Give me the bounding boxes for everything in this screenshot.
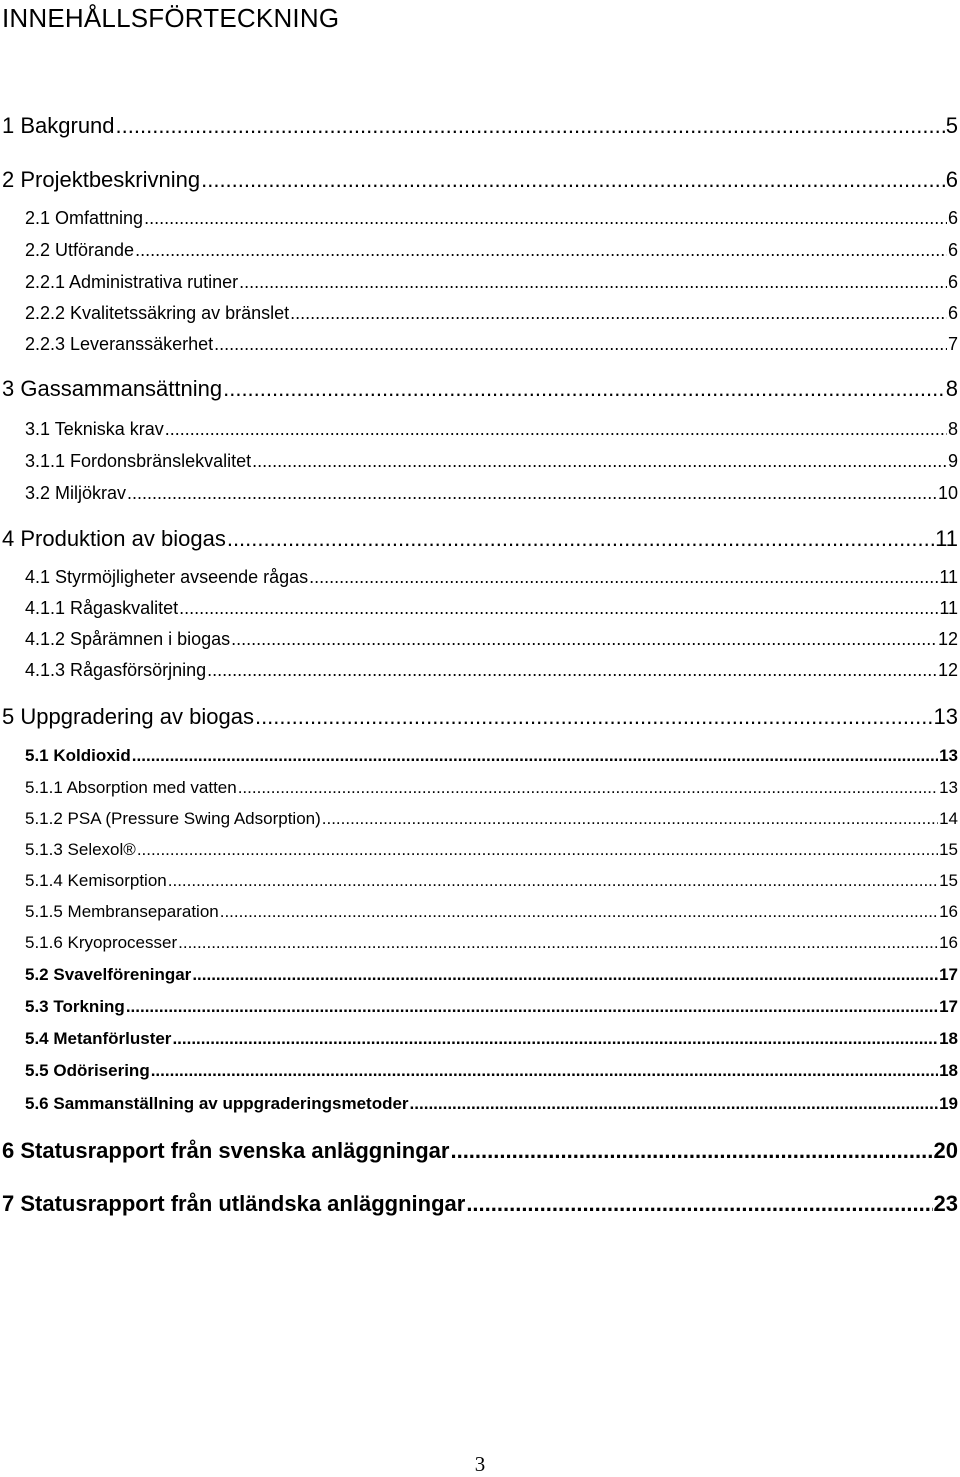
toc-entry-6-statusrapport-svenska[interactable]: 6 Statusrapport från svenska anläggningar ..... 20: [2, 1138, 958, 1164]
dot-leader: [135, 240, 947, 261]
dot-leader: [223, 376, 945, 402]
toc-entry-1-bakgrund[interactable]: 1 Bakgrund ..... 5: [2, 113, 958, 139]
dot-leader: [137, 840, 938, 860]
dot-leader: [239, 272, 947, 293]
toc-entry-4-1-styrmojligheter[interactable]: 4.1 Styrmöjligheter avseende rågas ..... 11: [25, 567, 958, 588]
toc-entry-3-1-tekniska-krav[interactable]: 3.1 Tekniska krav ..... 8: [25, 419, 958, 440]
toc-entry-5-1-3-selexol[interactable]: 5.1.3 Selexol® ..... 15: [25, 840, 958, 860]
dot-leader: [168, 871, 938, 891]
toc-entry-5-uppgradering-av-biogas[interactable]: 5 Uppgradering av biogas ..... 13: [2, 704, 958, 730]
dot-leader: [126, 997, 938, 1017]
toc-entry-4-1-2-sparamnen[interactable]: 4.1.2 Spårämnen i biogas ..... 12: [25, 629, 958, 650]
toc-entry-2-2-1-administrativa-rutiner[interactable]: 2.2.1 Administrativa rutiner ..... 6: [25, 272, 958, 293]
dot-leader: [116, 113, 945, 139]
dot-leader: [231, 629, 937, 650]
toc-entry-2-projektbeskrivning[interactable]: 2 Projektbeskrivning ..... 6: [2, 167, 958, 193]
dot-leader: [252, 451, 947, 472]
toc-entry-5-1-6-kryoprocesser[interactable]: 5.1.6 Kryoprocesser ..... 16: [25, 933, 958, 953]
toc-entry-5-1-5-membranseparation[interactable]: 5.1.5 Membranseparation ..... 16: [25, 902, 958, 922]
toc-entry-5-2-svavelforeningar[interactable]: 5.2 Svavelföreningar ..... 17: [25, 965, 958, 985]
dot-leader: [255, 704, 933, 730]
toc-entry-2-2-utforande[interactable]: 2.2 Utförande ..... 6: [25, 240, 958, 261]
dot-leader: [322, 809, 938, 829]
dot-leader: [207, 660, 937, 681]
dot-leader: [192, 965, 938, 985]
toc-entry-4-produktion-av-biogas[interactable]: 4 Produktion av biogas ..... 11: [2, 526, 958, 552]
dot-leader: [144, 208, 947, 229]
dot-leader: [410, 1094, 939, 1114]
dot-leader: [127, 483, 937, 504]
dot-leader: [309, 567, 938, 588]
toc-entry-5-1-koldioxid[interactable]: 5.1 Koldioxid ..... 13: [25, 746, 958, 766]
toc-entry-5-6-sammanstallning[interactable]: 5.6 Sammanställning av uppgraderingsmetoder ..... 19: [25, 1094, 958, 1114]
toc-entry-5-1-2-psa[interactable]: 5.1.2 PSA (Pressure Swing Adsorption) ..... 14: [25, 809, 958, 829]
toc-entry-5-3-torkning[interactable]: 5.3 Torkning ..... 17: [25, 997, 958, 1017]
dot-leader: [172, 1029, 938, 1049]
dot-leader: [179, 598, 938, 619]
toc-entry-5-5-odorisering[interactable]: 5.5 Odörisering ..... 18: [25, 1061, 958, 1081]
dot-leader: [214, 334, 947, 355]
toc-entry-4-1-3-ragasforsorjning[interactable]: 4.1.3 Rågasförsörjning ..... 12: [25, 660, 958, 681]
toc-entry-3-2-miljokrav[interactable]: 3.2 Miljökrav ..... 10: [25, 483, 958, 504]
dot-leader: [132, 746, 938, 766]
dot-leader: [466, 1191, 932, 1217]
toc-entry-2-2-2-kvalitetssakring[interactable]: 2.2.2 Kvalitetssäkring av bränslet ..... 6: [25, 303, 958, 324]
toc-entry-5-1-1-absorption[interactable]: 5.1.1 Absorption med vatten ..... 13: [25, 778, 958, 798]
toc-entry-7-statusrapport-utlandska[interactable]: 7 Statusrapport från utländska anläggningar ..... 23: [2, 1191, 958, 1217]
toc-heading: INNEHÅLLSFÖRTECKNING: [2, 3, 340, 33]
page-number: 3: [474, 1452, 486, 1476]
toc-entry-2-1-omfattning[interactable]: 2.1 Omfattning ..... 6: [25, 208, 958, 229]
dot-leader: [220, 902, 938, 922]
dot-leader: [165, 419, 947, 440]
toc-entry-5-4-metanforluster[interactable]: 5.4 Metanförluster ..... 18: [25, 1029, 958, 1049]
dot-leader: [290, 303, 947, 324]
toc-entry-4-1-1-ragaskvalitet[interactable]: 4.1.1 Rågaskvalitet ..... 11: [25, 598, 958, 619]
toc-entry-2-2-3-leveranssakerhet[interactable]: 2.2.3 Leveranssäkerhet ..... 7: [25, 334, 958, 355]
dot-leader: [201, 167, 945, 193]
dot-leader: [238, 778, 938, 798]
dot-leader: [178, 933, 938, 953]
toc-entry-3-gassammansattning[interactable]: 3 Gassammansättning ..... 8: [2, 376, 958, 402]
dot-leader: [227, 526, 934, 552]
dot-leader: [151, 1061, 938, 1081]
toc-entry-3-1-1-fordonsbranslekvalitet[interactable]: 3.1.1 Fordonsbränslekvalitet ..... 9: [25, 451, 958, 472]
toc-entry-5-1-4-kemisorption[interactable]: 5.1.4 Kemisorption ..... 15: [25, 871, 958, 891]
dot-leader: [450, 1138, 932, 1164]
